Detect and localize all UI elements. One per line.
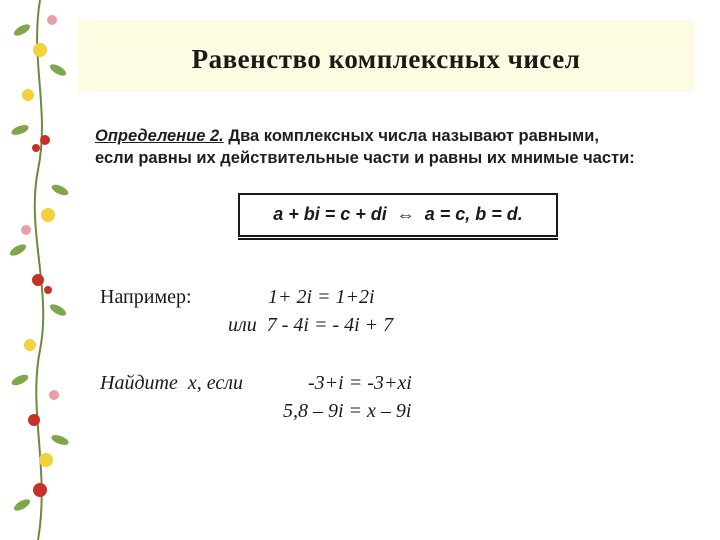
slide-title: Равенство комплексных чисел — [191, 44, 581, 74]
definition-line2: если равны их действительные части и равны их мнимые части: — [95, 149, 635, 167]
formula-box — [238, 193, 558, 237]
equality-formula: a + bi = c + di ⇔ a = c, b = d. — [273, 204, 523, 224]
definition-line1: Два комплексных числа называют равными, — [223, 127, 599, 145]
floral-border-decoration — [0, 0, 80, 540]
definition-label: Определение 2. — [95, 127, 224, 145]
title-banner — [78, 20, 694, 92]
definition-text — [95, 125, 710, 169]
task-label: Найдите x, если — [100, 372, 243, 394]
example-line1: 1+ 2i = 1+2i — [268, 286, 375, 308]
task-line1: -3+i = -3+xi — [308, 372, 412, 394]
task-line2: 5,8 – 9i = x – 9i — [283, 400, 412, 422]
example-label: Например: — [100, 286, 192, 308]
example-line2: или 7 - 4i = - 4i + 7 — [228, 314, 394, 336]
